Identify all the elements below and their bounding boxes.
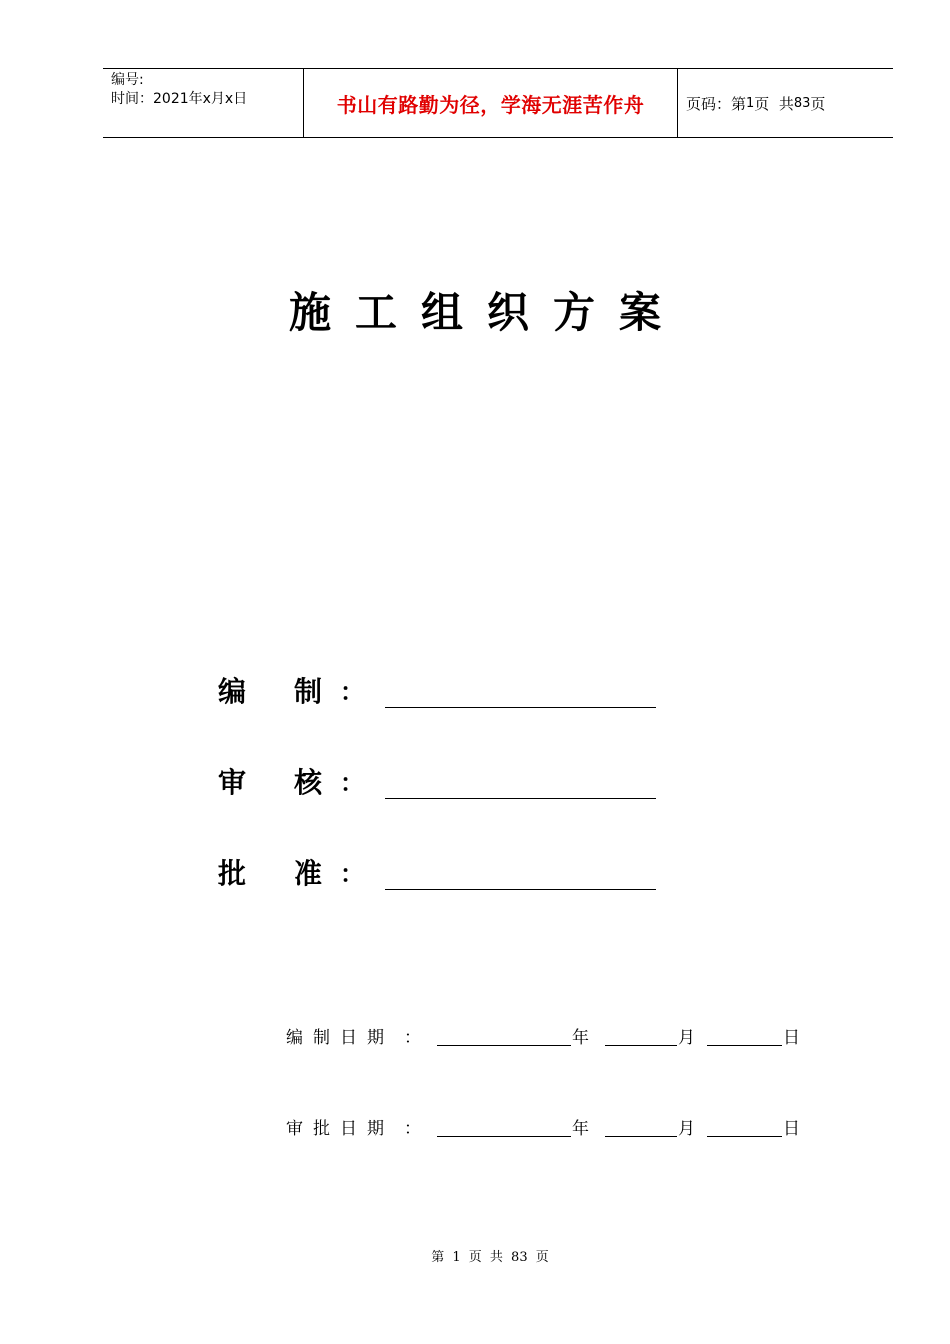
page-mid: 页 共 [754,94,794,113]
signature-label-char: 审 [218,766,247,799]
signature-label-char: 制 [294,675,323,708]
signature-row-approve [218,854,668,894]
signature-line [385,707,656,708]
date-colon: ： [404,1119,421,1139]
year-line [437,1136,571,1137]
signature-row-review [218,763,668,803]
header-motto-cell [304,69,678,137]
page-prefix: 页码：第 [686,94,747,113]
day-unit: 日 [783,1119,800,1139]
month-unit: 月 [678,1028,695,1048]
date-label: 编制日期 [286,1028,394,1048]
year-line [437,1045,571,1046]
signature-row-compile [218,672,668,712]
date-colon: ： [404,1028,421,1048]
document-title: 施工组织方案 [288,288,685,337]
signature-colon: ： [340,859,364,888]
signature-label-char: 编 [218,675,247,708]
page-suffix: 页 [810,94,826,113]
month-line [605,1136,677,1137]
year-unit: 年 [572,1119,589,1139]
year-unit: 年 [572,1028,589,1048]
page-current: 1 [746,95,755,111]
header-motto: 书山有路勤为径，学海无涯苦作舟 [336,92,645,117]
signature-colon: ： [340,677,364,706]
month-line [605,1045,677,1046]
signature-label-char: 核 [294,766,323,799]
page-header [103,68,893,138]
page-total: 83 [793,95,811,111]
day-unit: 日 [783,1028,800,1048]
month-unit: 月 [678,1119,695,1139]
header-page-cell [678,69,893,137]
signature-colon: ： [340,768,364,797]
document-date: 时间：2021年x月x日 [111,91,248,107]
signature-label-char: 准 [294,857,323,890]
document-number-label: 编号: [111,72,144,88]
day-line [707,1045,782,1046]
date-label: 审批日期 [286,1119,394,1139]
signature-line [385,798,656,799]
signature-label-char: 批 [218,857,247,890]
header-meta-cell [103,69,304,137]
day-line [707,1136,782,1137]
page-footer: 第 1 页 共 83 页 [431,1250,549,1265]
signature-line [385,889,656,890]
